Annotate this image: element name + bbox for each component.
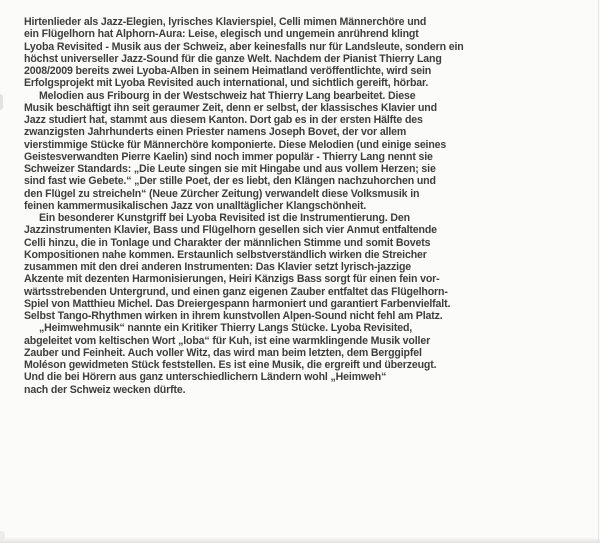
- text-line: Jazz studiert hat, stammt aus diesem Kanton. Dort gab es in der ersten Hälfte des: [24, 114, 423, 126]
- text-line: Zauber und Feinheit. Auch voller Witz, das wird man beim letzten, dem Berggipfel: [24, 346, 422, 359]
- text-line: Musik beschäftigt ihn seit geraumer Zeit, denn er selbst, der klassisches Klavier und: [24, 101, 437, 114]
- text-line: Melodien aus Fribourg in der Westschweiz hat Thierry Lang bearbeitet. Diese: [39, 89, 416, 102]
- scan-edge-bottom-strip: [0, 537, 600, 543]
- text-line: Selbst Tango-Rhythmen wirken in ihrem kunstvollen Alpen-Sound nicht fehl am Platz.: [24, 310, 443, 322]
- text-line: Schweizer Standards: „Die Leute singen sie mit Hingabe und aus vollem Herzen; sie: [24, 163, 436, 175]
- text-line: Ein besonderer Kunstgriff bei Lyoba Revisited ist die Instrumentierung. Den: [39, 212, 410, 224]
- text-line: Erfolgsprojekt mit Lyoba Revisited auch international, und sichtlich gereift, hörbar.: [24, 77, 429, 90]
- text-line: Akzente mit dezenten Harmonisierungen, Heiri Känzigs Bass sorgt für einen fein vor-: [24, 273, 440, 286]
- text-line: wärtsstrebenden Untergrund, und einen ganz eigenen Zauber entfaltet das Flügelhorn-: [24, 285, 448, 298]
- text-line: Celli hinzu, die in Tonlage und Charakter der männlichen Stimme und somit Bovets: [24, 236, 431, 249]
- text-line: abgeleitet vom keltischen Wort „loba“ für Kuh, ist eine warmklingende Musik voller: [24, 334, 431, 347]
- text-line: sind fast wie Gebete.“ „Der stille Poet, der es liebt, den Klängen nachzuhorchen und: [24, 175, 436, 188]
- text-line: „Heimwehmusik“ nannte ein Kritiker Thierry Langs Stücke. Lyoba Revisited,: [39, 322, 413, 335]
- text-line: Moléson gewidmeten Stück feststellen. Es ist eine Musik, die ergreift und überzeugt.: [24, 359, 437, 371]
- text-line: Geistesverwandten Pierre Kaelin) sind noch immer populär - Thierry Lang nennt sie: [24, 150, 433, 163]
- text-line: feinen kammermusikalischen Jazz von unalltäglicher Klangschönheit.: [24, 199, 367, 212]
- text-line: Hirtenlieder als Jazz-Elegien, lyrisches Klavierspiel, Celli mimen Männerchöre und: [24, 16, 427, 28]
- text-line: ein Flügelhorn hat Alphorn-Aura: Leise, elegisch und ungemein anrührend klingt: [24, 28, 419, 41]
- text-line: Kompositionen nahe kommen. Erstaunlich selbstverständlich wirken die Streicher: [24, 248, 427, 261]
- text-line: nach der Schweiz wecken dürfte.: [24, 383, 186, 396]
- liner-notes-text: [24, 16, 464, 396]
- text-line: Jazzinstrumenten Klavier, Bass und Flügelhorn gesellen sich vier Anmut entfaltende: [24, 224, 437, 237]
- scan-edge-right-line: [598, 0, 599, 543]
- text-line: zwanzigsten Jahrhunderts einen Priester namens Joseph Bovet, der vor allem: [24, 126, 407, 139]
- scan-artifact-left-smudge: [0, 94, 3, 110]
- text-line: Spiel von Matthieu Michel. Das Dreiergespann harmoniert und garantiert Farbenvielfalt.: [24, 297, 451, 310]
- text-line: höchst universeller Jazz-Sound für die ganze Welt. Nachdem der Pianist Thierry Lang: [24, 52, 442, 65]
- text-line: vierstimmige Stücke für Männerchöre komponierte. Diese Melodien (und einige seines: [24, 138, 447, 151]
- text-line: Lyoba Revisited - Musik aus der Schweiz, aber keinesfalls nur für Landsleute, sondern ein: [24, 40, 464, 53]
- text-line: zusammen mit den drei anderen Instrumenten: Das Klavier setzt lyrisch-jazzige: [24, 261, 412, 273]
- text-line: Und die bei Hörern aus ganz unterschiedlichern Ländern wohl „Heimweh“: [24, 371, 387, 384]
- text-line: 2008/2009 bereits zwei Lyoba-Alben in seinem Heimatland veröffentlichte, wird sein: [24, 65, 432, 77]
- text-line: den Flügel zu streicheln“ (Neue Zürcher Zeitung) verwandelt diese Volksmusik in: [24, 187, 420, 200]
